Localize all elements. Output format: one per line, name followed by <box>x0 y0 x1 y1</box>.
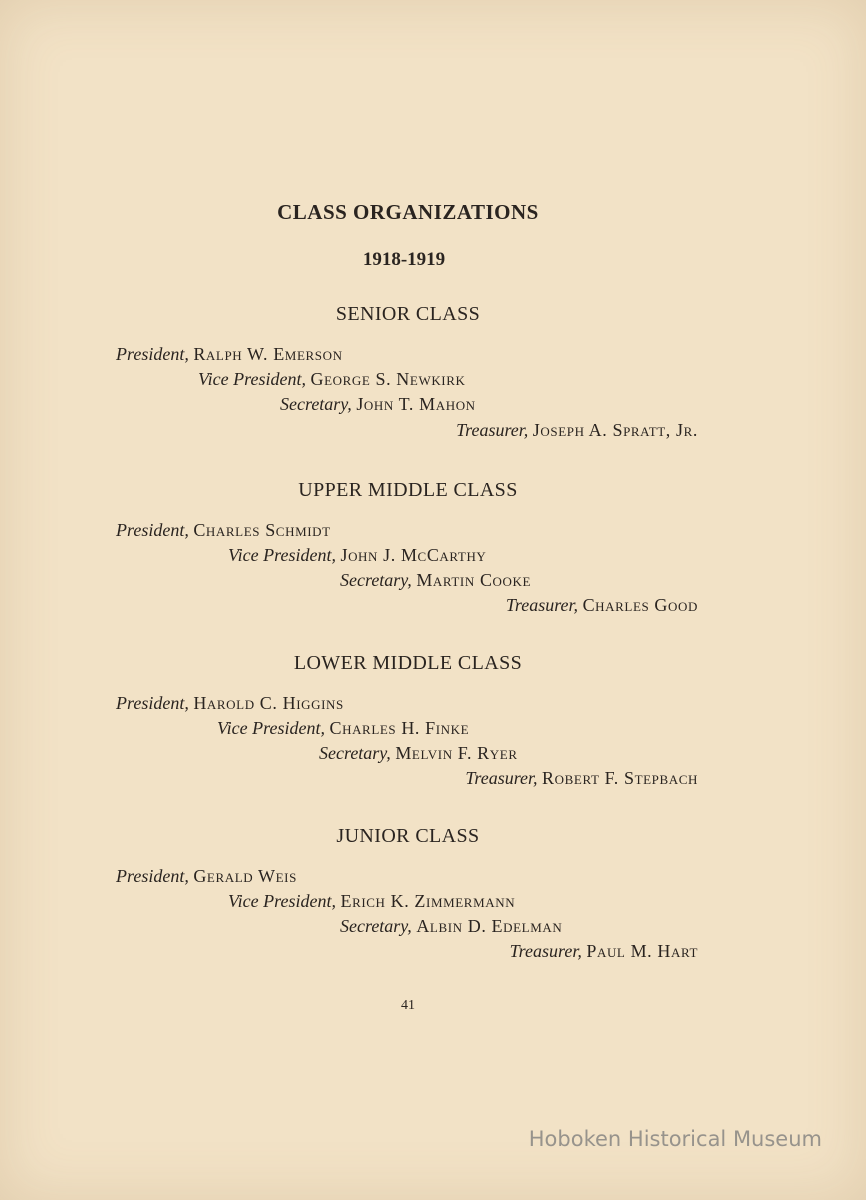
officer-upper-middle-treasurer <box>506 595 698 616</box>
officer-name: John J. McCarthy <box>340 545 487 565</box>
officer-role: President, <box>116 866 189 886</box>
officer-senior-vice-president <box>198 369 466 390</box>
officer-name: Ralph W. Emerson <box>193 344 343 364</box>
class-heading-upper-middle: UPPER MIDDLE CLASS <box>298 479 518 501</box>
officer-lower-middle-president <box>116 693 344 714</box>
officer-role: Treasurer, <box>465 768 538 788</box>
officer-senior-secretary <box>280 394 476 415</box>
class-heading-lower-middle: LOWER MIDDLE CLASS <box>293 652 523 674</box>
officer-name: Joseph A. Spratt, Jr. <box>532 420 698 440</box>
officer-senior-treasurer <box>456 420 698 441</box>
officer-role: Secretary, <box>340 916 412 936</box>
officer-junior-secretary <box>340 916 562 937</box>
officer-role: Secretary, <box>319 743 391 763</box>
officer-name: Robert F. Stepbach <box>542 768 698 788</box>
officer-role: President, <box>116 520 189 540</box>
officer-role: Secretary, <box>340 570 412 590</box>
officer-senior-president <box>116 344 343 365</box>
officer-role: Vice President, <box>228 545 336 565</box>
officer-role: Vice President, <box>217 718 325 738</box>
officer-name: Melvin F. Ryer <box>395 743 518 763</box>
officer-role: Secretary, <box>280 394 352 414</box>
class-heading-junior: JUNIOR CLASS <box>336 825 480 847</box>
officer-lower-middle-vice-president <box>217 718 469 739</box>
page-number: 41 <box>401 998 415 1013</box>
officer-role: Treasurer, <box>456 420 529 440</box>
officer-upper-middle-vice-president <box>228 545 486 566</box>
museum-watermark: Hoboken Historical Museum <box>528 1127 822 1151</box>
officer-name: Paul M. Hart <box>586 941 698 961</box>
officer-junior-president <box>116 866 297 887</box>
officer-role: Vice President, <box>198 369 306 389</box>
officer-role: President, <box>116 344 189 364</box>
class-heading-senior: SENIOR CLASS <box>335 303 481 325</box>
officer-role: Treasurer, <box>505 595 579 615</box>
officer-name: Charles Schmidt <box>193 520 331 540</box>
academic-year: 1918-1919 <box>362 249 446 270</box>
officer-role: Treasurer, <box>509 941 582 961</box>
officer-name: John T. Mahon <box>356 394 476 414</box>
officer-role: President, <box>116 693 189 713</box>
officer-name: George S. Newkirk <box>310 369 466 389</box>
officer-name: Charles Good <box>582 595 698 615</box>
officer-junior-vice-president <box>228 891 515 912</box>
officer-name: Erich K. Zimmermann <box>340 891 516 911</box>
officer-junior-treasurer <box>510 941 698 962</box>
officer-upper-middle-secretary <box>340 570 531 591</box>
officer-name: Harold C. Higgins <box>193 693 344 713</box>
officer-lower-middle-treasurer <box>465 768 698 789</box>
officer-upper-middle-president <box>116 520 331 541</box>
page-title: CLASS ORGANIZATIONS <box>277 200 539 224</box>
officer-name: Martin Cooke <box>416 570 532 590</box>
officer-name: Albin D. Edelman <box>416 916 563 936</box>
officer-name: Gerald Weis <box>193 866 297 886</box>
officer-lower-middle-secretary <box>319 743 518 764</box>
officer-role: Vice President, <box>228 891 336 911</box>
officer-name: Charles H. Finke <box>329 718 470 738</box>
